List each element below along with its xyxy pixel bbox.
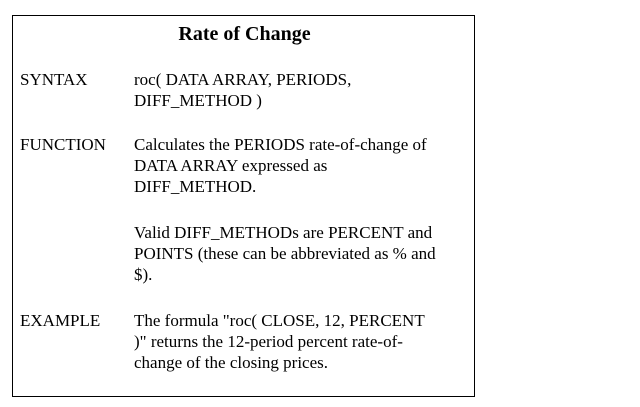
example-label: EXAMPLE bbox=[20, 311, 101, 330]
text-line: roc( DATA ARRAY, PERIODS, bbox=[134, 70, 352, 89]
text-line: change of the closing prices. bbox=[134, 353, 329, 372]
function-methods-note bbox=[134, 222, 474, 285]
text-line: POINTS (these can be abbreviated as % and bbox=[134, 244, 436, 263]
function-label: FUNCTION bbox=[20, 135, 106, 154]
document-title: Rate of Change bbox=[178, 23, 311, 45]
syntax-text bbox=[134, 69, 474, 111]
text-line: )" returns the 12-period percent rate-of- bbox=[134, 332, 403, 351]
text-line: The formula "roc( CLOSE, 12, PERCENT bbox=[134, 311, 425, 330]
text-line: DATA ARRAY expressed as bbox=[134, 156, 328, 175]
text-line: DIFF_METHOD ) bbox=[134, 91, 262, 110]
example-text bbox=[134, 310, 474, 373]
document-box bbox=[12, 15, 475, 397]
text-line: DIFF_METHOD. bbox=[134, 177, 257, 196]
text-line: Calculates the PERIODS rate-of-change of bbox=[134, 135, 427, 154]
text-line: Valid DIFF_METHODs are PERCENT and bbox=[134, 223, 433, 242]
function-description bbox=[134, 134, 474, 197]
syntax-label: SYNTAX bbox=[20, 70, 88, 89]
text-line: $). bbox=[134, 265, 153, 284]
